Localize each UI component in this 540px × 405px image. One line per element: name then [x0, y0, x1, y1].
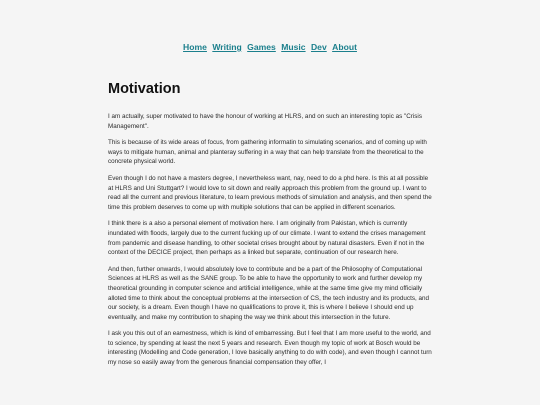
nav-link-games[interactable]: Games: [247, 42, 276, 52]
top-navigation: [0, 41, 540, 53]
nav-link-about[interactable]: About: [332, 42, 357, 52]
article-content: [108, 80, 435, 368]
nav-link-dev[interactable]: Dev: [310, 42, 327, 52]
nav-link-home[interactable]: Home: [183, 42, 207, 52]
article-paragraph-2: This is because of its wide areas of focus, from gathering informatin to simulating scenarios, and of coming up with ways to mitigate human, animal and planteray suffering in a way that can help translate from the theoretical to the concrete physical world.: [108, 139, 427, 166]
page-title: Motivation: [108, 81, 181, 97]
article-paragraph-3: Even though I do not have a masters degree, I nevertheless want, nay, need to do a phd here. Is this at all possible at HLRS and Uni Stuttgart? I would love to sit down and really approach this problem from the ground up. I want to read all the current and previous literature, to learn previous methods of simulation and analysis, and then spend the time this problem deserves to come up with multiple solutions that can be applied in different scenarios.: [108, 174, 432, 211]
nav-link-music[interactable]: Music: [281, 42, 306, 52]
article-paragraph-6: I ask you this out of an earnestness, which is kind of embarressing. But I feel that I am more useful to the world, and to science, by spending at least the next 5 years and research. Even though my topic of work at Bosch would be interesting (Modelling and Code generation, I love basically anything to do with code), and even though I cannot turn my nose so easily away from the generous financial compensation they offer, I: [108, 330, 432, 367]
article-paragraph-4: I think there is a also a personal element of motivation here. I am originally from Pakistan, which is currently inundated with floods, largely due to the current fucking up of our climate. I want to extend the crises management from pandemic and disease handling, to other societal crises brought about by natural disasters. Even if not in the context of the DECICE project, then perhaps as a linked but separate, continuation of our research here.: [108, 220, 426, 257]
article-paragraph-1: I am actually, super motivated to have the honour of working at HLRS, and on such an interesting topic as "Crisis Management".: [108, 113, 422, 130]
nav-link-writing[interactable]: Writing: [212, 42, 242, 52]
article-paragraph-5: And then, further onwards, I would absolutely love to contribute and be a part of the Philosophy of Computational Sciences at HLRS as well as the SANE group. To be able to have the opportunity to work and further develop my theoretical grounding in computer science and artificial intelligence, while at the same time give my mind officially alloted time to think about the conceptual problems at the intersection of CS, the tech industry and its products, and our society, is a dream. Even though I have no qualifications to prove it, this is where I believe I should end up eventually, and make my contribution to shaping the way we think about this intersection in the future.: [108, 265, 429, 321]
